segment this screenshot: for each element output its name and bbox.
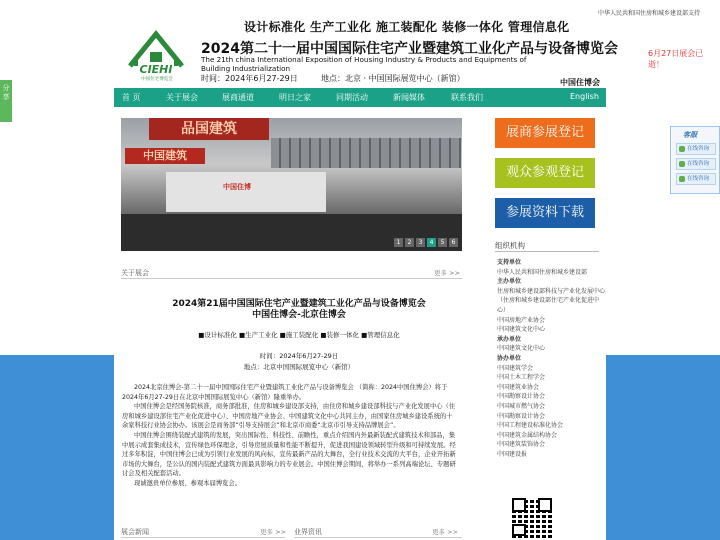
org-item: 中国建设报 [497,450,528,458]
qr-corner [512,524,526,536]
nav-events[interactable]: 同期活动 [336,93,368,102]
nav-about[interactable]: 关于展会 [166,93,198,102]
exhibitor-registration-button[interactable]: 展商参展登记 [495,118,595,148]
about-subheading: 中国住博会-北京住博会 [252,310,346,320]
main-nav [114,88,606,107]
org-group-title: 主办单位 [497,278,522,286]
banner-slideshow[interactable] [121,118,462,251]
slide-dot[interactable]: 6 [449,238,458,247]
org-item: 中国建筑装饰协会 [497,441,546,449]
industry-more-link[interactable]: 更多 >> [432,528,458,536]
nav-media[interactable]: 新闻媒体 [393,93,425,102]
online-chat-label: 在线咨询 [687,176,710,182]
about-heading: 2024第21届中国国际住宅产业暨建筑工业化产品与设备博览会 [172,299,426,309]
about-time: 时间：2024年6月27-29日 [259,352,339,360]
event-info [201,73,465,84]
banner-booth [166,172,326,212]
download-materials-button[interactable]: 参展资料下载 [495,198,595,228]
event-time: 时间：2024年6月27-29日 [201,74,298,83]
chat-icon [679,146,685,152]
nav-contact[interactable]: 联系我们 [451,93,483,102]
share-tab[interactable]: 分享 [0,80,12,122]
org-heading: 组织机构 [495,241,525,250]
banner-ceiling [271,138,461,168]
industry-divider [294,537,462,538]
org-item: 中国建筑业协会 [497,383,540,391]
news-section-title: 展会新闻 [121,528,149,536]
about-paragraph: 2024北京住博会-第二十一届中国国际住宅产业暨建筑工业化产品与设备博览会 （简称：2024中国住博会）将于2024年6月27-29日在北京中国国际展览中心（新馆）隆重举办。 [122,384,448,401]
qr-corner [512,498,526,512]
about-venue: 地点：北京中国国际展览中心（新馆） [243,363,355,371]
org-group-title: 协办单位 [497,354,522,362]
org-item: 中国建筑金属结构协会 [497,431,558,439]
slide-dot[interactable]: 3 [416,238,425,247]
about-paragraph: 中国住博会围绕装配式建筑的发展，突出国际性、科技性、前瞻性，重点介绍国内外最新装配式建筑技术和部品，集中展示成套集成技术，宣传绿色环保理念，引导房屋质量和性能不断提升，促进我国建设领域转型升级和可持续发展。经过多年积淀，中国住博会已成为引领行业发展的风向标，宣传最新产品的大舞台，全行业技术交流的大平台，企业开拓新市场的大舞台，是公认的国内装配式建筑方面最具影响力的专业展会。中国住博会期间，将举办一系列高端论坛、专题研讨会及相关配套活动。 [122,431,456,478]
slide-dot[interactable]: 1 [394,238,403,247]
org-item: 中国建筑文化中心 [497,326,546,334]
org-list [497,258,605,459]
banner-sign-side: 中国建筑 [125,148,205,164]
online-chat-button[interactable] [676,143,716,155]
org-item: 中国勘察设计协会 [497,412,546,420]
slide-dot[interactable]: 2 [405,238,414,247]
customer-service-panel [670,126,720,194]
about-paragraph: 中国住博会是经国务院核准，商务部批准，住房和城乡建设部支持，由住房和城乡建设部科技与产业化发展中心（住房和城乡建设部住宅产业化促进中心）、中国房地产业协会、中国建筑文化中心共同主办，由国家住房城乡建设系统的十余家科技行业协会协办。该展会是商务部“引导支持展会”和北京市商委“北京市引导支持品牌展会”。 [122,403,456,430]
org-item: 中华人民共和国住房和城乡建设部 [497,268,588,276]
about-slogans: ■设计标准化 ■生产工业化 ■施工装配化 ■装修一体化 ■管理信息化 [198,331,400,339]
org-item: 中国建筑文化中心 [497,345,546,353]
page-title-english: The 21th china International Exposition of Housing Industry & Products and Equipments of Building Industrialization [201,55,527,73]
event-venue: 地点：北京 · 中国国际展览中心（新馆） [321,74,465,83]
slide-dot-active[interactable]: 4 [427,238,436,247]
header-slogan: 设计标准化 生产工业化 施工装配化 装修一体化 管理信息化 [244,20,570,34]
slide-dot[interactable]: 5 [438,238,447,247]
chat-icon [679,176,685,182]
online-chat-button[interactable] [676,173,716,185]
online-chat-label: 在线咨询 [687,161,710,167]
about-section-title: 关于展会 [121,269,149,277]
logo-subtext: 中国住宅博览会 [141,77,173,82]
org-item: 住房和城乡建设部科技与产业化发展中心（住房和城乡建设部住宅产业化促进中心） [497,287,606,314]
page-title: 2024第二十一届中国国际住宅产业暨建筑工业化产品与设备博览会 [201,41,618,57]
org-group-title: 承办单位 [497,335,522,343]
about-paragraph: 现诚邀贵单位参展、参观本届博览会。 [134,479,242,487]
slide-indicator [394,238,458,247]
org-item: 中国建筑学会 [497,364,534,372]
banner-sign-top: 品国建筑 [149,118,269,140]
banner-stage-text: 中国住博 [223,183,251,191]
nav-exhibitor[interactable]: 展商通道 [222,93,254,102]
online-chat-label: 在线咨询 [687,146,710,152]
org-item: 中国房地产业协会 [497,316,546,324]
news-more-link[interactable]: 更多 >> [260,528,286,536]
nav-home[interactable]: 首 页 [122,93,141,102]
news-divider [121,537,285,538]
qr-corner [538,498,552,512]
nav-english[interactable]: English [570,92,599,101]
visitor-registration-button[interactable]: 观众参观登记 [495,158,595,188]
org-item: 中国城市燃气协会 [497,402,546,410]
logo-text: CIEHI [139,63,173,76]
about-divider [121,278,462,279]
brand-name: 中国住博会 [560,78,600,87]
org-item: 中国工程建设标准化协会 [497,422,564,430]
customer-service-title: 客服 [683,131,697,139]
about-body [122,383,458,489]
industry-section-title: 业界资讯 [294,528,322,536]
org-group-title: 支持单位 [497,259,522,266]
org-item: 中国土木工程学会 [497,374,546,382]
event-ended-notice: 6月27日展会已逝！ [648,49,704,69]
support-text: 中华人民共和国住房和城乡建设部支持 [598,10,701,17]
nav-home-of-tomorrow[interactable]: 明日之家 [279,93,311,102]
org-item: 中国勘察设计协会 [497,393,546,401]
org-divider [495,251,599,252]
chat-icon [679,161,685,167]
online-chat-button[interactable] [676,158,716,170]
about-more-link[interactable]: 更多 >> [434,269,460,277]
